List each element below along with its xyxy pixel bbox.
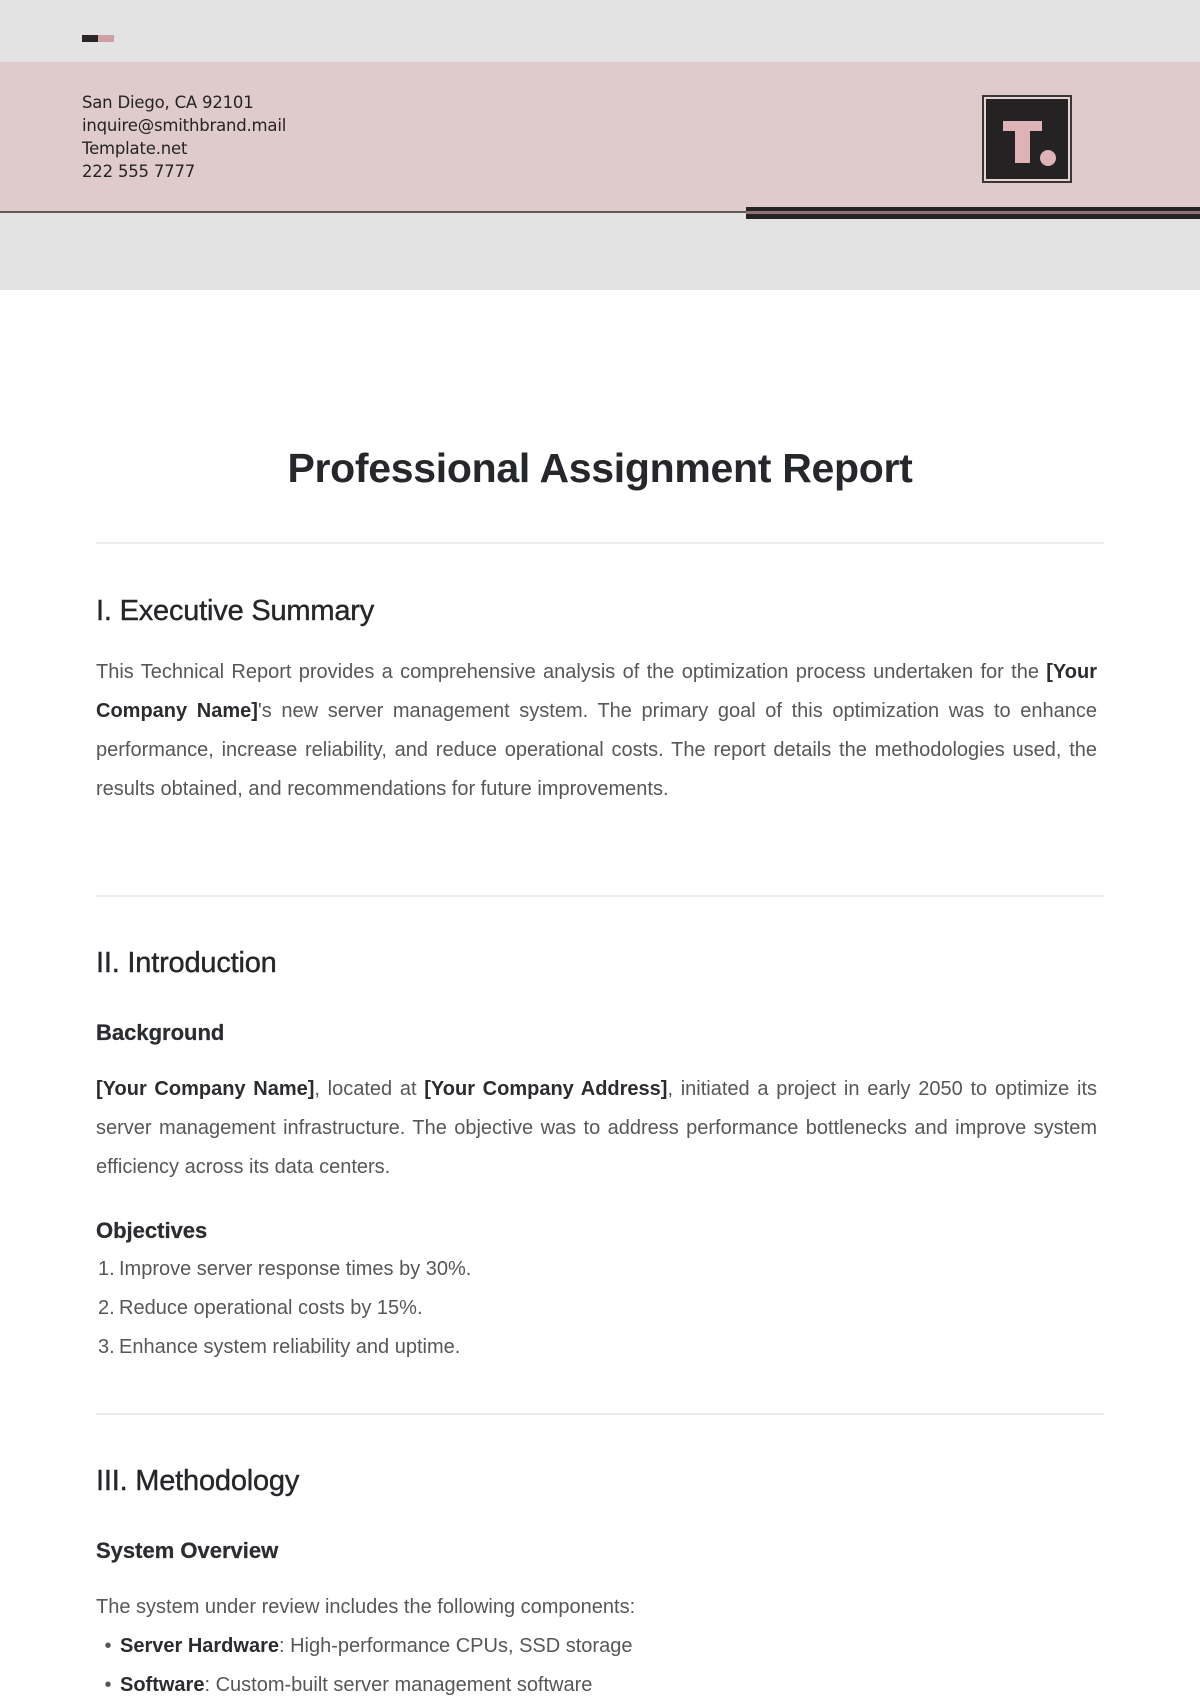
header-divider-thick: [746, 207, 1200, 219]
accent-mark: [82, 35, 114, 42]
contact-address: San Diego, CA 92101: [82, 93, 254, 112]
list-item: 2. Reduce operational costs by 15%.: [98, 1297, 423, 1319]
accent-mark-pink: [98, 35, 114, 42]
contact-email[interactable]: inquire@smithbrand.mail: [82, 116, 287, 135]
document-title: Professional Assignment Report: [287, 445, 913, 491]
logo-dot: [1040, 150, 1056, 166]
section-divider: [96, 1413, 1104, 1415]
contact-info: [82, 91, 286, 183]
bullet-icon: •: [104, 1635, 112, 1657]
background-paragraph: [Your Company Name], located at [Your Company Address], initiated a project in early 2050 to optimize its server management infrastructure. The objective was to address performance bottlenecks and improve system efficiency across its data centers.: [96, 1078, 1098, 1178]
subheading-system-overview: System Overview: [96, 1538, 279, 1563]
list-item: • Server Hardware: High-performance CPUs, SSD storage: [96, 1627, 1096, 1666]
placeholder-company-name: [Your Company Name]: [96, 661, 1097, 722]
placeholder-company-address: [Your Company Address]: [424, 1078, 668, 1100]
section-heading-methodology: III. Methodology: [96, 1465, 300, 1497]
contact-website[interactable]: Template.net: [82, 139, 188, 158]
accent-mark-dark: [82, 35, 98, 42]
contact-phone: 222 555 7777: [82, 162, 196, 181]
objectives-list: [96, 1250, 1096, 1367]
section-heading-introduction: II. Introduction: [96, 947, 277, 979]
executive-summary-paragraph: This Technical Report provides a comprehensive analysis of the optimization process undertaken for the [Your Company Name]'s new server management system. The primary goal of this optimization was to enhance performance, increase reliability, and reduce operational costs. The report details the methodologies used, the results obtained, and recommendations for future improvements.: [96, 661, 1098, 800]
header-divider-thin: [0, 211, 746, 213]
section-divider: [96, 895, 1104, 897]
components-list: [96, 1627, 1096, 1700]
placeholder-company-name: [Your Company Name]: [96, 1078, 315, 1100]
subheading-background: Background: [96, 1020, 225, 1045]
bullet-icon: •: [104, 1674, 112, 1696]
brand-logo: [982, 95, 1072, 183]
list-item: 3. Enhance system reliability and uptime.: [98, 1336, 461, 1358]
subheading-objectives: Objectives: [96, 1218, 208, 1243]
logo-t-stem: [1015, 121, 1030, 163]
list-item: • Software: Custom-built server management software: [96, 1666, 1096, 1700]
section-divider: [96, 542, 1104, 544]
section-heading-executive-summary: I. Executive Summary: [96, 595, 375, 627]
list-item: 1. Improve server response times by 30%.: [98, 1258, 472, 1280]
logo-icon: [986, 99, 1068, 179]
system-overview-intro: The system under review includes the following components:: [96, 1596, 636, 1618]
